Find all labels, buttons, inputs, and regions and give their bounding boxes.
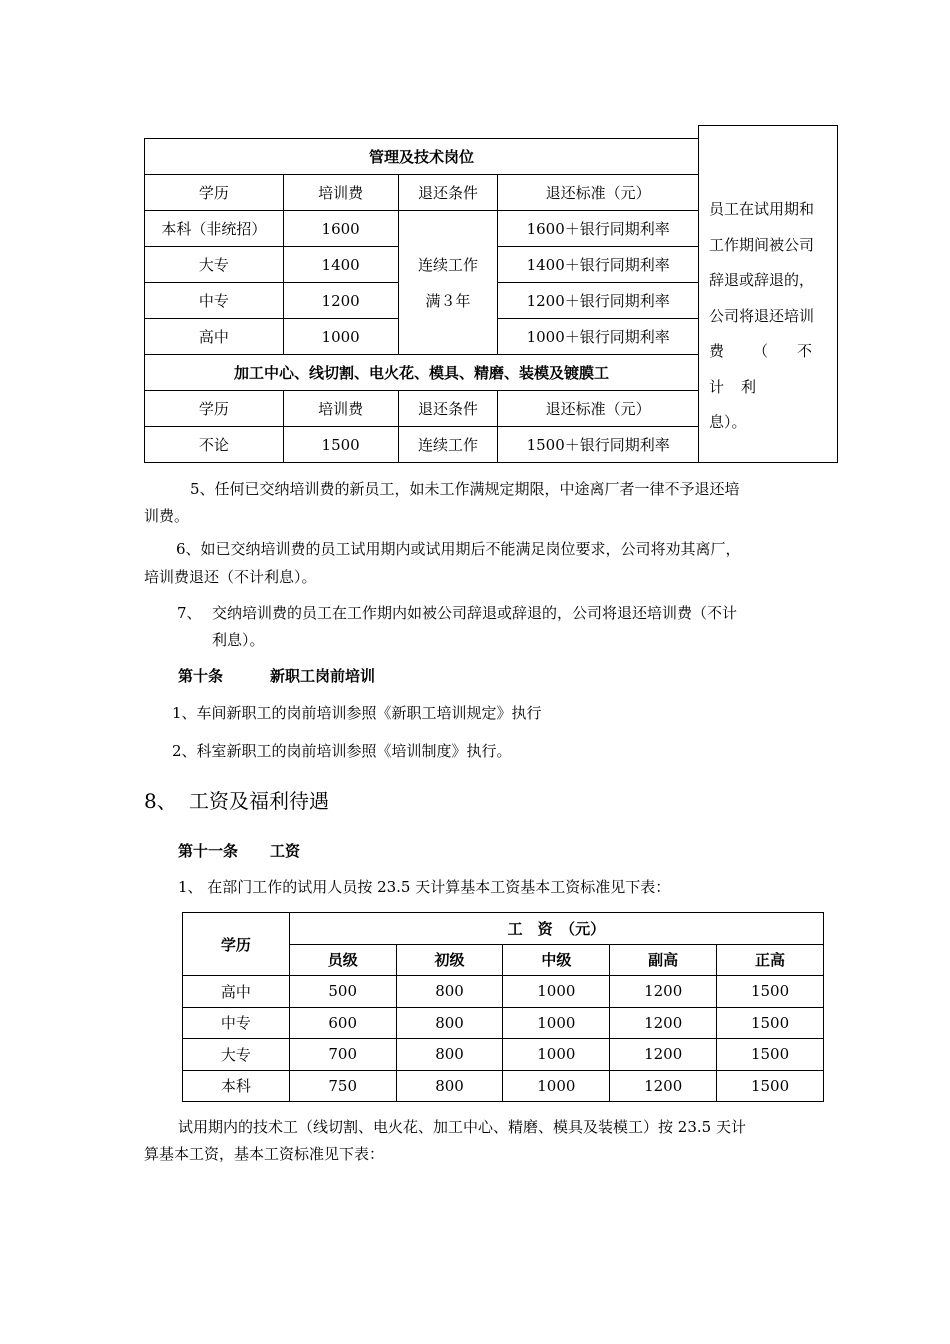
fee-cell: 1400 xyxy=(283,247,398,283)
clause-7-number: 7、 xyxy=(177,604,202,622)
header-cell: 退还标准（元） xyxy=(498,175,699,211)
section-8-title: 工资及福利待遇 xyxy=(189,789,329,813)
training-fee-table xyxy=(144,138,699,463)
fee-cell: 1500 xyxy=(283,427,398,463)
condition-line: 满３年 xyxy=(425,291,471,310)
wage-cell: 500 xyxy=(289,976,396,1008)
wage-header: 工 资 （元） xyxy=(289,913,823,945)
edu-cell: 大专 xyxy=(145,247,284,283)
wage-cell: 800 xyxy=(396,976,503,1008)
refund-note-box xyxy=(698,125,838,463)
clause-5-line1: 5、任何已交纳培训费的新员工，如未工作满规定期限，中途离厂者一律不予退还培 xyxy=(190,480,740,498)
refund-note-text xyxy=(709,192,829,441)
edu-cell: 中专 xyxy=(183,1007,290,1039)
section-title-management: 管理及技术岗位 xyxy=(145,139,699,175)
standard-cell: 1600＋银行同期利率 xyxy=(498,211,699,247)
wage-cell: 1200 xyxy=(610,1070,717,1102)
edu-cell: 不论 xyxy=(145,427,284,463)
wage-cell: 1200 xyxy=(610,1007,717,1039)
note-line: 工作期间被公司 xyxy=(709,235,815,254)
article-10-item2: 2、科室新职工的岗前培训参照《培训制度》执行。 xyxy=(172,742,512,760)
wage-cell: 800 xyxy=(396,1007,503,1039)
note-line: 辞退或辞退的， xyxy=(709,271,815,289)
note-line: 公司将退还培训 xyxy=(709,306,815,325)
header-cell: 退还条件 xyxy=(398,391,498,427)
standard-cell: 1400＋银行同期利率 xyxy=(498,247,699,283)
edu-cell: 本科（非统招） xyxy=(145,211,284,247)
table-row xyxy=(183,1039,824,1071)
article-10-title: 新职工岗前培训 xyxy=(270,667,376,685)
header-cell: 培训费 xyxy=(283,175,398,211)
section-8-number: 8、 xyxy=(144,789,177,813)
technician-paragraph-line1: 试用期内的技术工（线切割、电火花、加工中心、精磨、模具及装模工）按 23.5 天计 xyxy=(178,1118,746,1136)
edu-cell: 高中 xyxy=(183,976,290,1008)
salary-table xyxy=(182,912,824,1102)
wage-cell: 700 xyxy=(289,1039,396,1071)
header-cell: 学历 xyxy=(145,391,284,427)
section-title-technical: 加工中心、线切割、电火花、模具、精磨、装模及镀膜工 xyxy=(145,355,699,391)
wage-cell: 600 xyxy=(289,1007,396,1039)
standard-cell: 1200＋银行同期利率 xyxy=(498,283,699,319)
clause-7-line1: 交纳培训费的员工在工作期内如被公司辞退或辞退的，公司将退还培训费（不计 xyxy=(212,604,738,622)
wage-cell: 1000 xyxy=(503,1007,610,1039)
clause-7-line2: 利息）。 xyxy=(212,631,265,649)
header-cell: 退还标准（元） xyxy=(498,391,699,427)
header-cell: 培训费 xyxy=(283,391,398,427)
condition-cell: 连续工作 xyxy=(398,427,498,463)
edu-cell: 高中 xyxy=(145,319,284,355)
wage-cell: 1500 xyxy=(717,1039,824,1071)
edu-cell: 大专 xyxy=(183,1039,290,1071)
clause-6-line1: 6、如已交纳培训费的员工试用期内或试用期后不能满足岗位要求，公司将劝其离厂， xyxy=(176,540,741,558)
header-cell: 学历 xyxy=(145,175,284,211)
note-line: 费（不计利 xyxy=(709,342,829,396)
clause-5-line2: 训费。 xyxy=(144,507,190,525)
article-10-label: 第十条 xyxy=(178,667,224,685)
article-10-item1: 1、车间新职工的岗前培训参照《新职工培训规定》执行 xyxy=(172,704,542,722)
note-line: 员工在试用期和 xyxy=(709,200,815,218)
article-11-item1: 1、 在部门工作的试用人员按 23.5 天计算基本工资基本工资标准见下表： xyxy=(178,878,671,896)
header-cell: 退还条件 xyxy=(398,175,498,211)
condition-cell xyxy=(398,211,498,355)
level-header: 正高 xyxy=(717,944,824,976)
table-row xyxy=(183,1007,824,1039)
wage-cell: 1200 xyxy=(610,1039,717,1071)
wage-cell: 1000 xyxy=(503,1070,610,1102)
wage-cell: 1500 xyxy=(717,1007,824,1039)
education-header: 学历 xyxy=(183,913,290,976)
condition-line: 连续工作 xyxy=(417,255,478,274)
table-row xyxy=(183,976,824,1008)
level-header: 初级 xyxy=(396,944,503,976)
wage-cell: 750 xyxy=(289,1070,396,1102)
table-row xyxy=(183,1070,824,1102)
fee-cell: 1000 xyxy=(283,319,398,355)
table-row xyxy=(145,211,699,247)
wage-cell: 1000 xyxy=(503,976,610,1008)
note-line: 息）。 xyxy=(709,413,747,431)
standard-cell: 1000＋银行同期利率 xyxy=(498,319,699,355)
wage-cell: 1500 xyxy=(717,976,824,1008)
edu-cell: 本科 xyxy=(183,1070,290,1102)
header-row xyxy=(145,391,699,427)
wage-cell: 1000 xyxy=(503,1039,610,1071)
wage-cell: 800 xyxy=(396,1039,503,1071)
level-header: 中级 xyxy=(503,944,610,976)
wage-cell: 1200 xyxy=(610,976,717,1008)
article-11-label: 第十一条 xyxy=(178,842,239,860)
wage-cell: 1500 xyxy=(717,1070,824,1102)
article-11-title: 工资 xyxy=(270,842,301,860)
clause-6-line2: 培训费退还（不计利息）。 xyxy=(144,568,317,586)
table-row xyxy=(145,427,699,463)
wage-cell: 800 xyxy=(396,1070,503,1102)
edu-cell: 中专 xyxy=(145,283,284,319)
level-header: 员级 xyxy=(289,944,396,976)
level-header: 副高 xyxy=(610,944,717,976)
fee-cell: 1200 xyxy=(283,283,398,319)
header-row xyxy=(145,175,699,211)
technician-paragraph-line2: 算基本工资，基本工资标准见下表： xyxy=(144,1145,385,1163)
standard-cell: 1500＋银行同期利率 xyxy=(498,427,699,463)
fee-cell: 1600 xyxy=(283,211,398,247)
